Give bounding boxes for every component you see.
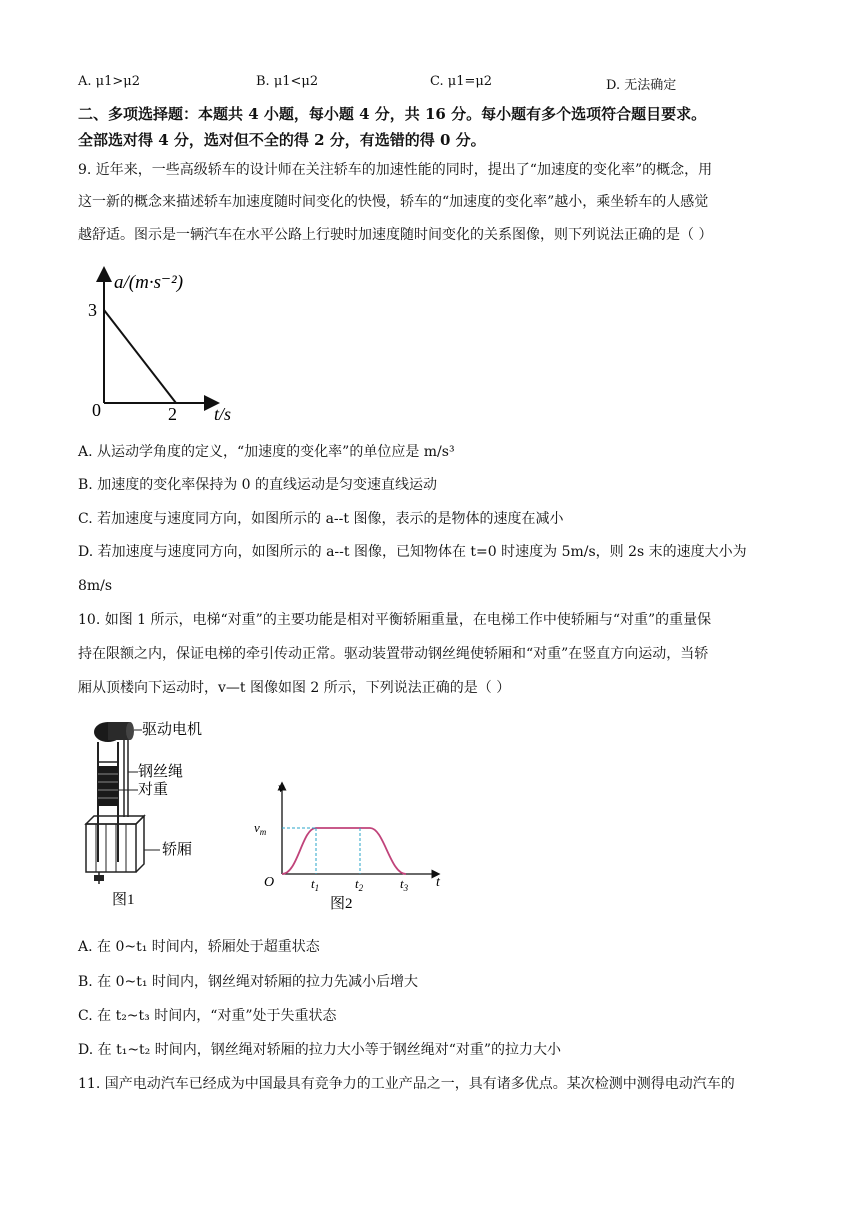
y-axis-label: a/(m·s⁻²)	[114, 272, 184, 293]
counterweight-label: 对重	[138, 782, 169, 798]
q9-option-d-line1[interactable]: D. 若加速度与速度同方向，如图所示的 a--t 图像，已知物体在 t=0 时速度为 5m/s，则 2s 末的速度大小为	[78, 544, 747, 560]
q10-stem-line2: 持在限额之内，保证电梯的牵引传动正常。驱动装置带动钢丝绳使轿厢和“对重”在竖直方向运动，当轿	[78, 646, 709, 662]
t-axis-label: t	[436, 875, 440, 890]
motor-label: 驱动电机	[142, 722, 203, 738]
q10-stem-line3: 厢从顶楼向下运动时，v—t 图像如图 2 所示，下列说法正确的是（ ）	[78, 680, 511, 696]
section2-heading-line1: 二、多项选择题：本题共 4 小题，每小题 4 分，共 16 分。每小题有多个选项符合题目要求。	[78, 105, 707, 123]
q8-option-b[interactable]: B. μ1<μ2	[256, 74, 319, 89]
section2-heading-line2: 全部选对得 4 分，选对但不全的得 2 分，有选错的得 0 分。	[78, 131, 486, 149]
x-axis-label: t/s	[214, 404, 232, 424]
q10-option-b[interactable]: B. 在 0~t₁ 时间内，钢丝绳对轿厢的拉力先减小后增大	[78, 974, 418, 990]
car-icon	[86, 824, 136, 872]
q11-stem-line1: 11. 国产电动汽车已经成为中国最具有竞争力的工业产品之一，具有诸多优点。某次检测中测得电动汽车的	[78, 1076, 735, 1092]
q9-option-c[interactable]: C. 若加速度与速度同方向，如图所示的 a--t 图像，表示的是物体的速度在减小	[78, 511, 564, 527]
q9-stem-line3: 越舒适。图示是一辆汽车在水平公路上行驶时加速度随时间变化的关系图像，则下列说法正确的是（ ）	[78, 227, 713, 243]
t3-label: $t_3$	[400, 876, 409, 893]
q9-stem-line2: 这一新的概念来描述轿车加速度随时间变化的快慢，轿车的“加速度的变化率”越小，乘坐轿车的人感觉	[78, 194, 709, 210]
x-tick-0: 0	[92, 400, 101, 420]
q8-options	[0, 74, 860, 94]
t2-label: $t_2$	[355, 876, 364, 893]
q9-option-a[interactable]: A. 从运动学角度的定义，“加速度的变化率”的单位应是 m/s³	[78, 444, 455, 460]
q9-option-b[interactable]: B. 加速度的变化率保持为 0 的直线运动是匀变速直线运动	[78, 477, 437, 493]
q10-option-d[interactable]: D. 在 t₁~t₂ 时间内，钢丝绳对轿厢的拉力大小等于钢丝绳对“对重”的拉力大小	[78, 1042, 562, 1058]
vt-curve	[282, 828, 406, 874]
q10-option-c[interactable]: C. 在 t₂~t₃ 时间内，“对重”处于失重状态	[78, 1008, 337, 1024]
y-tick-3: 3	[88, 300, 97, 320]
fig1-caption: 图1	[112, 892, 135, 908]
counterweight-icon	[98, 766, 118, 806]
rope-label: 钢丝绳	[138, 764, 184, 780]
q8-option-c[interactable]: C. μ1=μ2	[430, 74, 493, 89]
q10-elevator-diagram	[78, 712, 218, 912]
vm-label: $v_m$	[254, 820, 267, 837]
t1-label: $t_1$	[311, 876, 320, 893]
q10-vt-graph	[250, 776, 450, 916]
car-label: 轿厢	[162, 842, 193, 858]
origin-label: O	[264, 875, 275, 890]
q9-at-graph	[82, 266, 262, 426]
fig2-caption: 图2	[330, 896, 353, 912]
q8-option-a[interactable]: A. μ1>μ2	[78, 74, 140, 89]
q10-option-a[interactable]: A. 在 0~t₁ 时间内，轿厢处于超重状态	[78, 939, 320, 955]
v-axis-label: v	[278, 781, 285, 796]
q9-option-d-line2: 8m/s	[78, 578, 113, 594]
q8-option-d[interactable]: D. 无法确定	[606, 78, 677, 93]
x-tick-2: 2	[168, 404, 177, 424]
q9-stem-line1: 9. 近年来，一些高级轿车的设计师在关注轿车的加速性能的同时，提出了“加速度的变化率”的概念，用	[78, 162, 713, 178]
q10-stem-line1: 10. 如图 1 所示，电梯“对重”的主要功能是相对平衡轿厢重量，在电梯工作中使轿厢与“对重”的重量保	[78, 612, 712, 628]
at-series-line	[104, 310, 176, 403]
